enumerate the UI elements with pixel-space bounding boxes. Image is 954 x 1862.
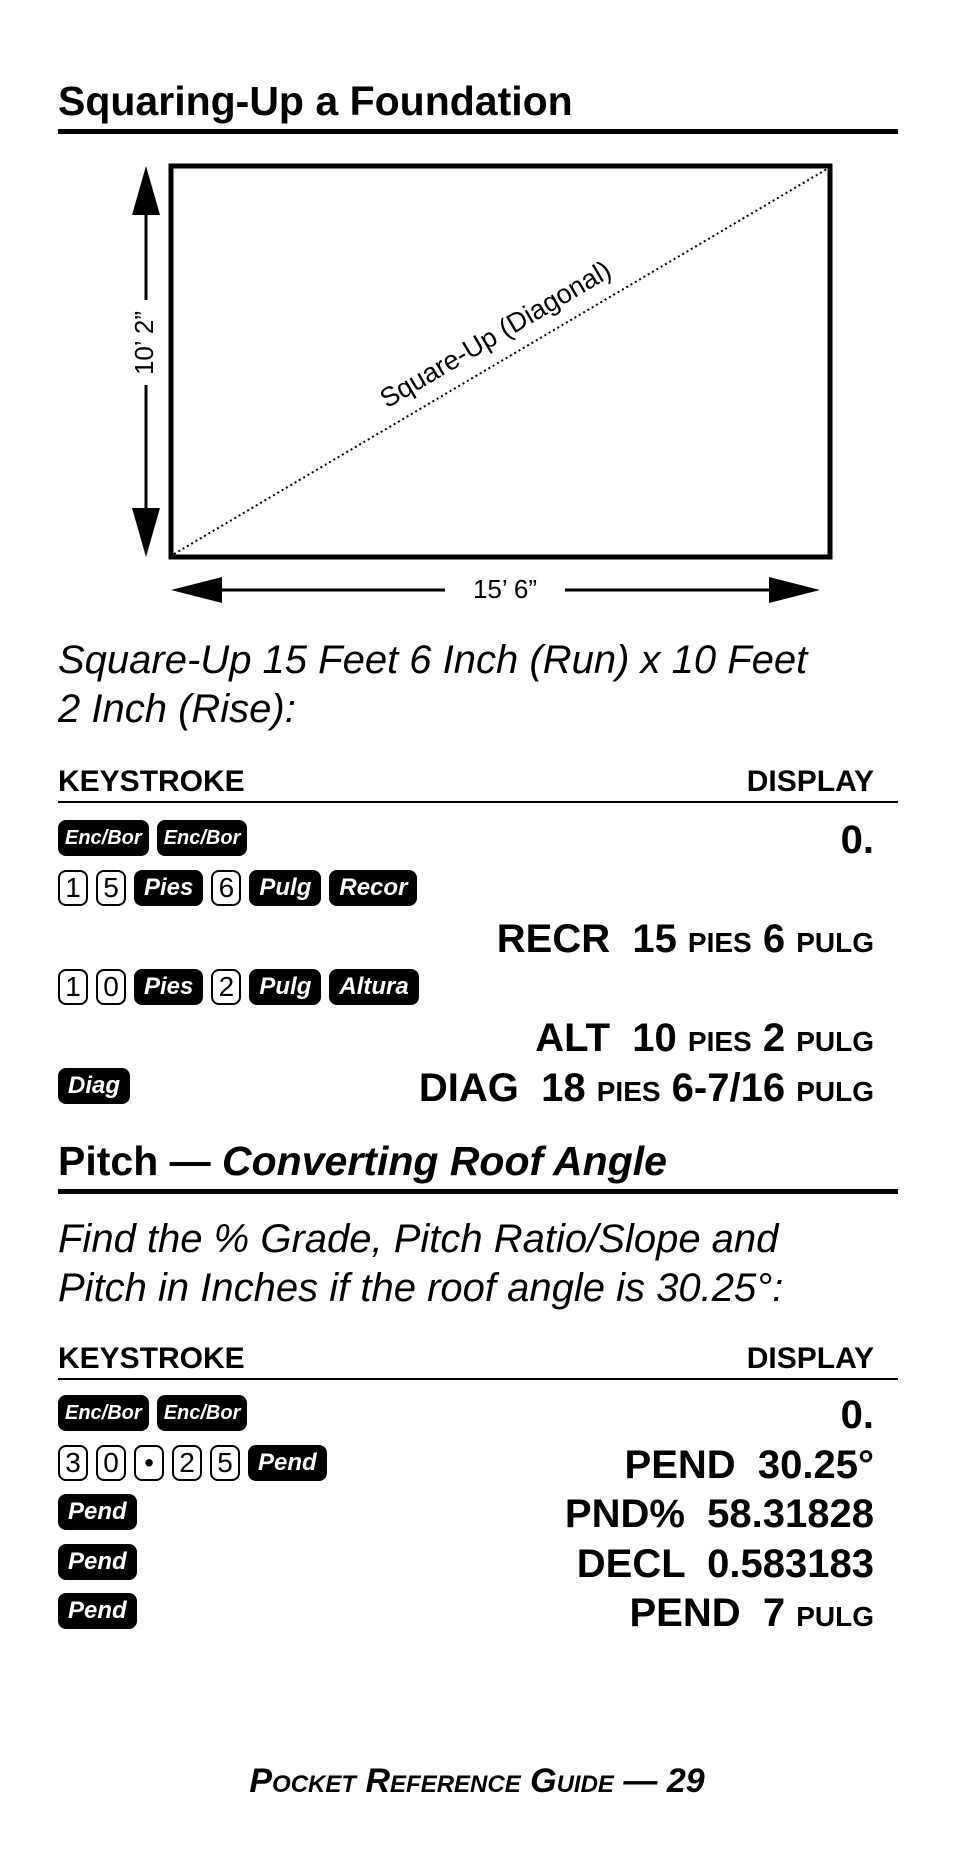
display-text: PEND 7 [629,1591,797,1635]
keystroke-row [58,917,874,961]
keystroke-row [58,1016,874,1060]
calculator-key: Enc/Bor [58,1395,149,1431]
display-unit: PULG [796,1026,874,1057]
keystroke-row [58,967,874,1011]
display-value [841,818,874,862]
keystroke-keys [58,969,419,1005]
display-text: 0. [840,818,874,862]
display-header: DISPLAY [746,765,874,798]
keystroke-row [58,818,874,862]
keystroke-keys [58,1494,137,1530]
section-title-text: Squaring-Up a Foundation [58,78,573,124]
calculator-key: Pies [134,870,203,906]
calculator-key: Enc/Bor [58,820,149,856]
display-value [419,1066,874,1114]
calculator-key: 5 [96,870,126,906]
display-value [630,1591,875,1639]
keystroke-keys [58,820,247,856]
keystroke-row [58,1591,874,1635]
display-text: 2 [751,1016,797,1060]
keystroke-row [58,1066,874,1110]
intro-line: Find the % Grade, Pitch Ratio/Slope and [58,1217,779,1261]
keystroke-keys [58,1395,247,1431]
calculator-key: 2 [211,969,241,1005]
calculator-key: Diag [58,1068,130,1104]
calculator-key: 5 [210,1445,240,1481]
arrow-down-head [132,508,160,557]
keystroke-keys [58,1593,137,1629]
arrow-left-head [171,577,222,603]
width-label: 15’ 6” [472,573,538,604]
display-unit: PIES [687,927,752,958]
calculator-key: Altura [329,969,418,1005]
display-unit: PULG [796,927,874,958]
table-header-1 [58,765,898,803]
display-unit: PIES [687,1026,752,1057]
page-footer: Pocket Reference Guide — 29 [249,1762,705,1800]
display-text: DIAG 18 [418,1065,597,1110]
calculator-key: Enc/Bor [157,820,248,856]
keystroke-keys [58,1068,130,1104]
calculator-key: 0 [96,969,126,1005]
calculator-key: 1 [58,870,88,906]
calculator-key: 0 [96,1445,126,1481]
keystroke-row [58,868,874,912]
display-text: DECL 0.583183 [576,1541,874,1586]
calculator-key: Pulg [249,870,321,906]
calculator-key: Pend [58,1494,137,1530]
diagonal-line [174,169,827,554]
display-text: 6-7/16 [660,1065,797,1110]
intro-line: Square-Up 15 Feet 6 Inch (Run) x 10 Feet [58,638,808,682]
keystroke-row [58,1542,874,1586]
keystroke-header: KEYSTROKE [58,765,245,798]
display-unit: PIES [596,1075,661,1107]
display-text: PEND 30.25° [624,1442,874,1487]
arrow-right-head [769,577,820,603]
intro-squaring-up [58,636,908,734]
height-label: 10’ 2” [128,310,159,376]
display-text: RECR 15 [496,917,688,961]
keystroke-keys [58,1544,137,1580]
display-text: 0. [840,1393,874,1437]
table-header-2 [58,1342,898,1380]
display-unit: PULG [796,1075,874,1107]
arrow-up-head [132,166,160,215]
display-value [577,1542,874,1586]
foundation-diagram [0,140,954,610]
calculator-key: Recor [329,870,417,906]
section-title-squaring-up [58,78,898,134]
calculator-key: 3 [58,1445,88,1481]
display-text: ALT 10 [535,1016,688,1060]
display-value [841,1393,874,1437]
calculator-key: 2 [172,1445,202,1481]
intro-line: Pitch in Inches if the roof angle is 30.25°: [58,1266,784,1310]
calculator-key: 1 [58,969,88,1005]
intro-line: 2 Inch (Rise): [58,687,296,731]
diagonal-label: Square-Up (Diagonal) [374,254,617,414]
calculator-key: Pulg [249,969,321,1005]
display-text: PND% 58.31828 [564,1492,874,1536]
section-title-italic: Converting Roof Angle [222,1138,667,1184]
intro-pitch [58,1215,908,1313]
calculator-key: 6 [211,870,241,906]
calculator-key: Pend [58,1544,137,1580]
keystroke-keys [58,870,417,906]
calculator-key: Pend [58,1593,137,1629]
calculator-key: Pend [248,1445,327,1481]
keystroke-row [58,1393,874,1437]
display-header: DISPLAY [746,1342,874,1375]
display-unit: PULG [796,1601,874,1632]
display-text: 6 [751,917,797,961]
display-value [565,1492,874,1536]
calculator-key: Pies [134,969,203,1005]
keystroke-header: KEYSTROKE [58,1342,245,1375]
calculator-key: • [134,1445,164,1481]
keystroke-row [58,1443,874,1487]
display-value [497,917,874,965]
keystroke-row [58,1492,874,1536]
keystroke-keys [58,1445,327,1481]
display-value [535,1016,874,1064]
section-title-pitch [58,1138,898,1194]
section-title-main: Pitch — [58,1138,223,1184]
display-value [625,1443,874,1487]
calculator-key: Enc/Bor [157,1395,248,1431]
